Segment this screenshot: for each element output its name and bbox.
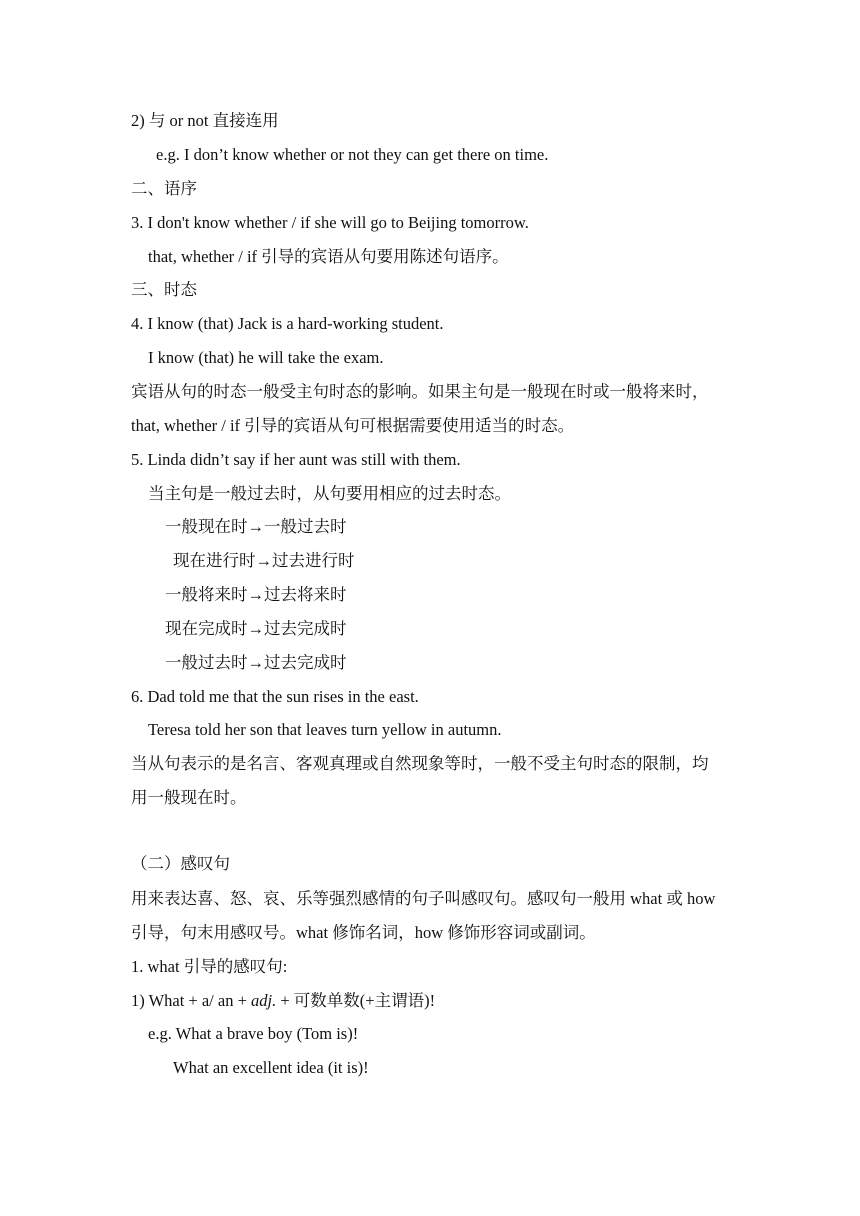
section-heading: 二、语序 bbox=[131, 179, 197, 198]
section-heading: （二）感叹句 bbox=[131, 854, 230, 873]
text-line: 当主句是一般过去时，从句要用相应的过去时态。 bbox=[148, 484, 511, 503]
example-line: What an excellent idea (it is)! bbox=[173, 1058, 369, 1077]
text-line: 当从句表示的是名言、客观真理或自然现象等时，一般不受主句时态的限制，均 bbox=[131, 754, 709, 773]
example-line: e.g. What a brave boy (Tom is)! bbox=[148, 1024, 359, 1043]
text-line: 用一般现在时。 bbox=[131, 788, 247, 807]
formula-line bbox=[131, 984, 435, 1018]
text-line: that, whether / if 引导的宾语从句要用陈述句语序。 bbox=[148, 247, 509, 266]
tense-shift-item: 一般现在时→一般过去时 bbox=[165, 517, 347, 536]
formula-suffix: + 可数单数(+主谓语)! bbox=[276, 991, 436, 1010]
tense-shift-item: 一般过去时→过去完成时 bbox=[165, 653, 347, 672]
text-line: I know (that) he will take the exam. bbox=[148, 348, 384, 367]
formula-italic: adj. bbox=[251, 991, 277, 1010]
text-line: 6. Dad told me that the sun rises in the east. bbox=[131, 687, 419, 706]
formula-prefix: 1) What + a/ an + bbox=[131, 991, 252, 1010]
text-line: 宾语从句的时态一般受主句时态的影响。如果主句是一般现在时或一般将来时， bbox=[131, 382, 709, 401]
text-line: Teresa told her son that leaves turn yellow in autumn. bbox=[148, 720, 502, 739]
section-heading: 三、时态 bbox=[131, 280, 197, 299]
text-line: 引导，句末用感叹号。what 修饰名词，how 修饰形容词或副词。 bbox=[131, 923, 596, 942]
text-line: that, whether / if 引导的宾语从句可根据需要使用适当的时态。 bbox=[131, 416, 575, 435]
tense-shift-item: 现在完成时→过去完成时 bbox=[165, 619, 347, 638]
text-line: 1. what 引导的感叹句: bbox=[131, 957, 288, 976]
tense-shift-item: 一般将来时→过去将来时 bbox=[165, 585, 347, 604]
text-line: 2) 与 or not 直接连用 bbox=[131, 111, 279, 130]
text-line: 3. I don't know whether / if she will go to Beijing tomorrow. bbox=[131, 213, 529, 232]
example-line: e.g. I don’t know whether or not they can get there on time. bbox=[156, 145, 549, 164]
tense-shift-item: 现在进行时→过去进行时 bbox=[173, 551, 355, 570]
text-line: 5. Linda didn’t say if her aunt was still with them. bbox=[131, 450, 461, 469]
text-line: 用来表达喜、怒、哀、乐等强烈感情的句子叫感叹句。感叹句一般用 what 或 how bbox=[131, 889, 716, 908]
text-line: 4. I know (that) Jack is a hard-working student. bbox=[131, 314, 444, 333]
